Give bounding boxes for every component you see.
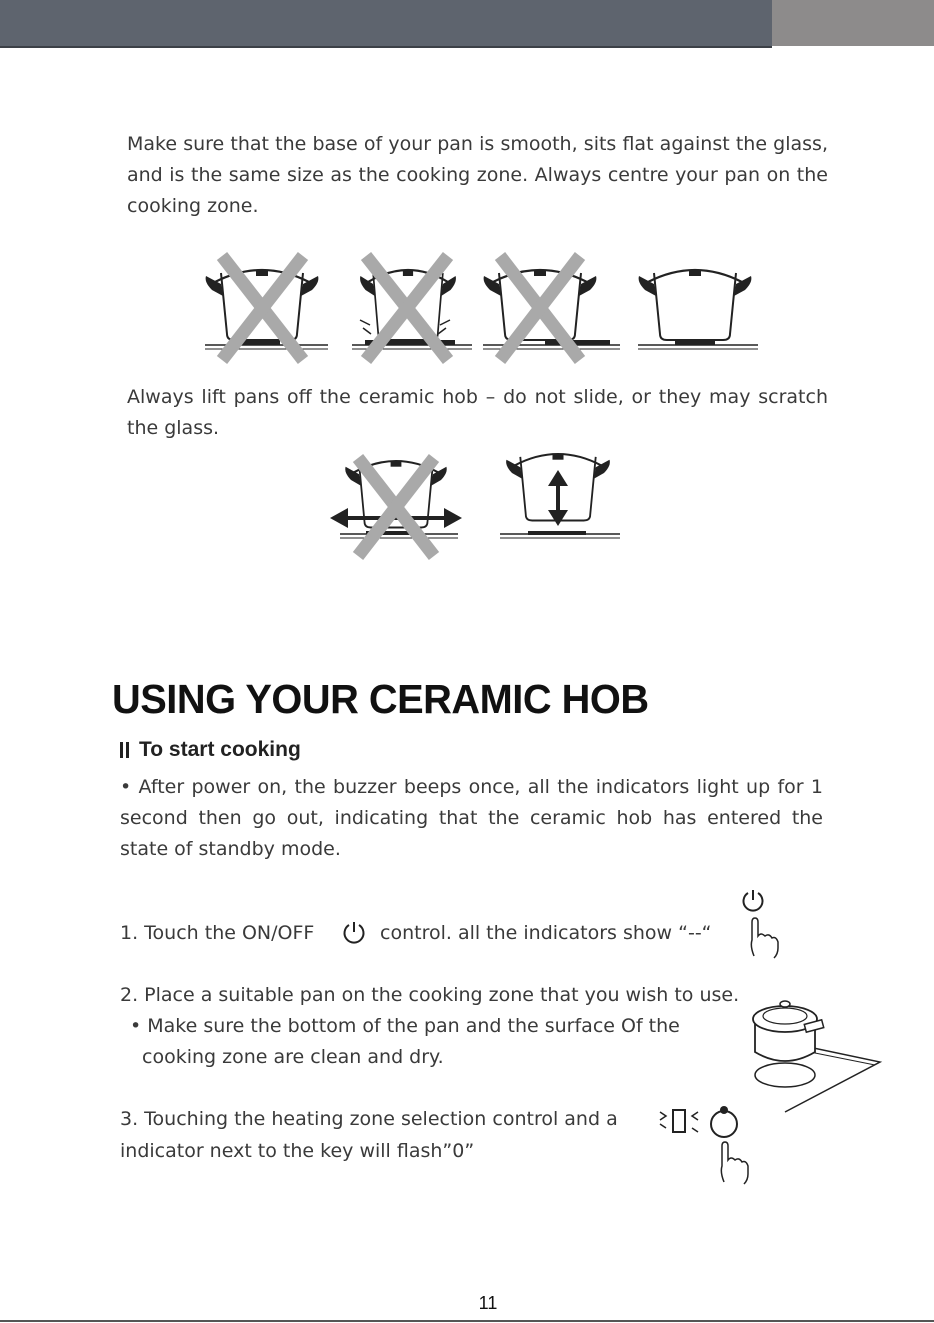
pan-placement-illustrations <box>200 250 760 370</box>
pan-base-paragraph: Make sure that the base of your pan is smooth, sits flat against the glass, and is the same size as the cooking zone. Always centre your pan on the cooking zone. <box>127 133 828 217</box>
pointing-finger-icon <box>714 1142 754 1188</box>
subtitle-marker <box>120 742 129 758</box>
pan-too-small <box>205 256 328 360</box>
pan-lifting <box>500 454 620 538</box>
step1-suffix: control. all the indicators show “--“ <box>380 922 712 944</box>
page-number: 11 <box>478 1293 498 1313</box>
pan-correct <box>638 270 758 349</box>
subtitle-text: To start cooking <box>139 738 301 761</box>
power-icon <box>341 920 367 946</box>
bottom-rule <box>0 1320 934 1322</box>
pan-off-centre <box>483 256 620 360</box>
step2-line1: 2. Place a suitable pan on the cooking zone that you wish to use. <box>120 984 740 1006</box>
flashing-zero-display-icon <box>658 1106 704 1136</box>
lift-pans-paragraph: Always lift pans off the ceramic hob – do not slide, or they may scratch the glass. <box>127 386 828 439</box>
step2-bullet2: cooking zone are clean and dry. <box>142 1046 444 1068</box>
header-bar <box>0 0 772 48</box>
power-icon <box>740 888 766 914</box>
lift-not-slide-illustrations <box>328 452 628 562</box>
pan-on-hob-illustration <box>745 992 885 1117</box>
header-tab <box>772 0 934 46</box>
section-title: USING YOUR CERAMIC HOB <box>112 676 649 722</box>
step3-line2: indicator next to the key will flash”0” <box>120 1140 475 1162</box>
pan-sliding <box>330 458 462 556</box>
step1-prefix: 1. Touch the ON/OFF <box>120 922 315 944</box>
section-subtitle <box>120 738 301 762</box>
standby-paragraph: • After power on, the buzzer beeps once, all the indicators light up for 1 second then go out, indicating that the ceramic hob has entered the state of standby mode. <box>120 776 823 860</box>
pan-uneven-base <box>352 256 472 360</box>
zone-selection-key-icon <box>707 1106 741 1140</box>
step2-bullet1: • Make sure the bottom of the pan and the surface Of the <box>130 1015 680 1037</box>
pointing-finger-icon <box>744 918 784 962</box>
step3-line1: 3. Touching the heating zone selection control and a <box>120 1108 618 1130</box>
